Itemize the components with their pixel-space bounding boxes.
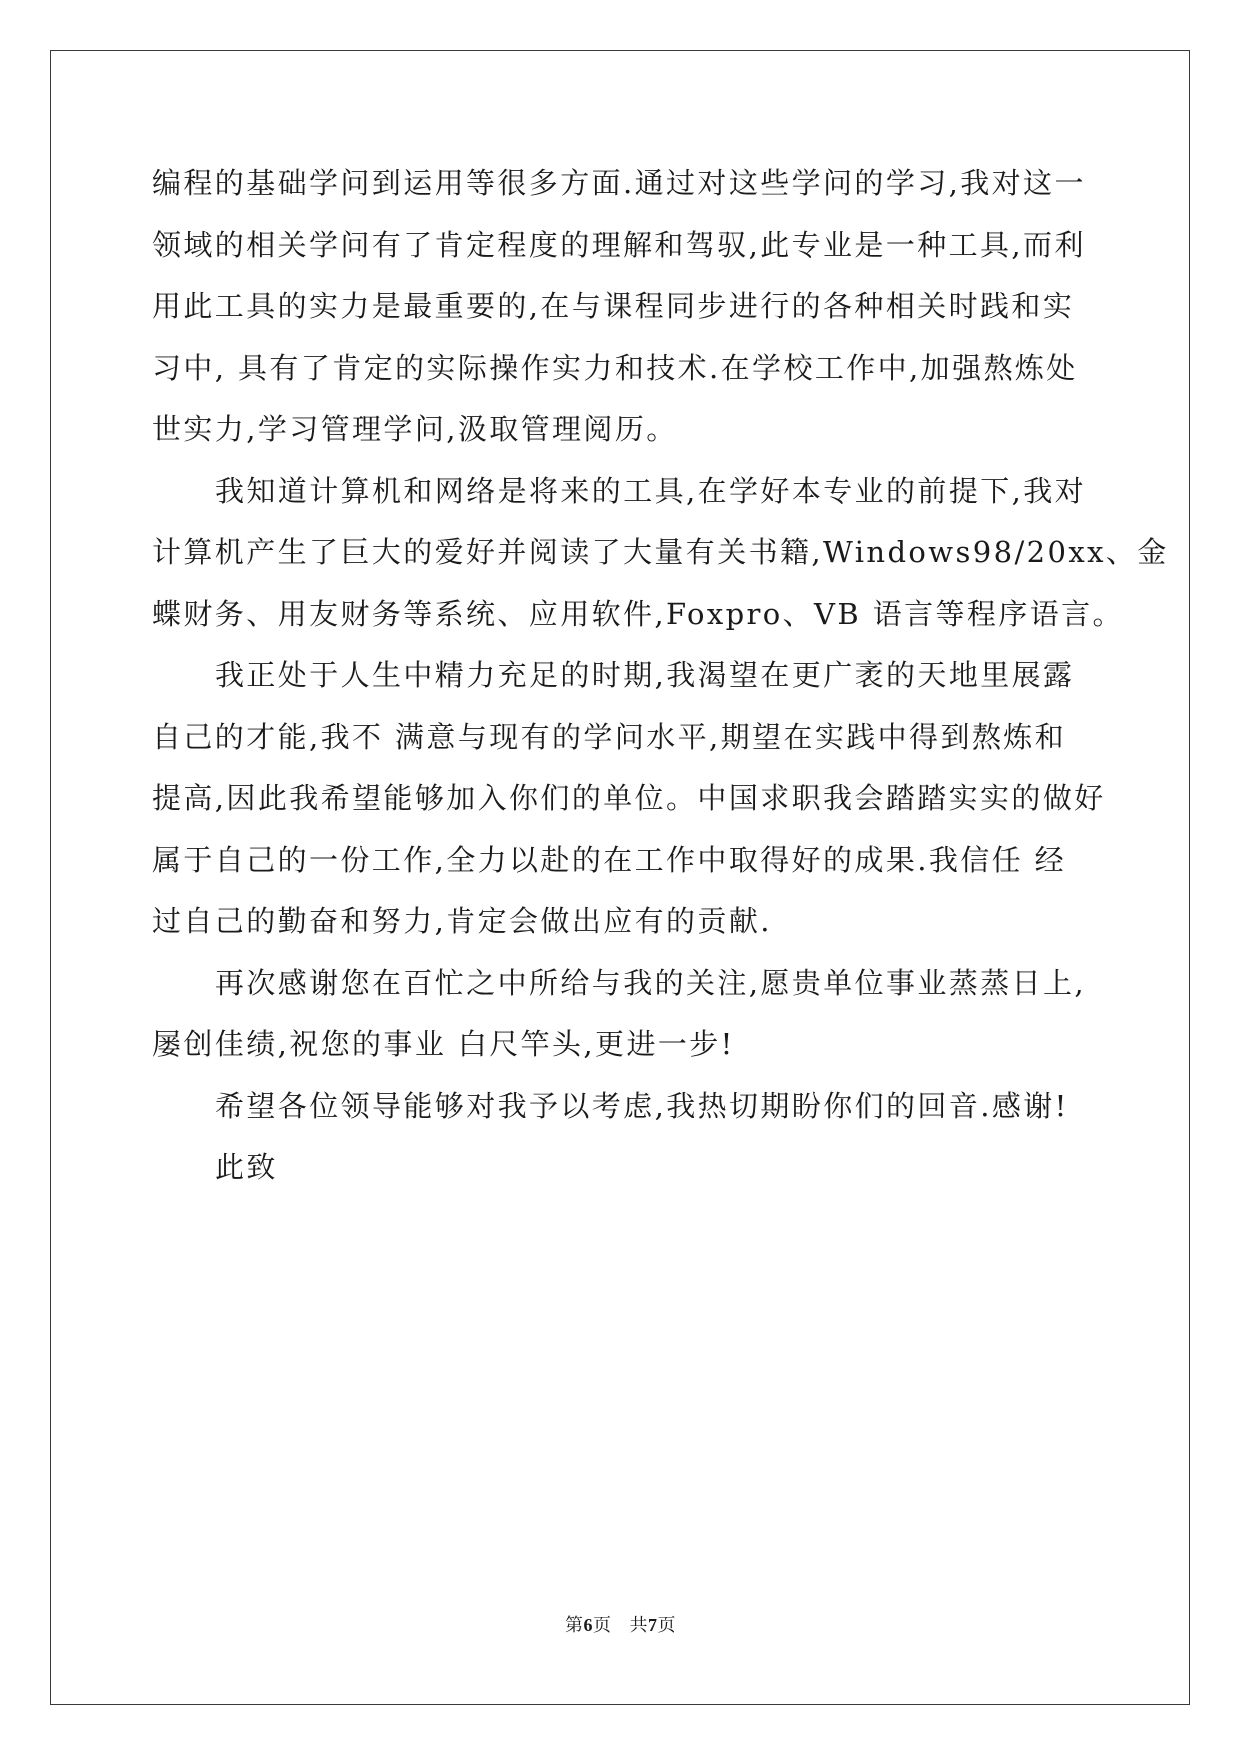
text-line: 提高,因此我希望能够加入你们的单位。中国求职我会踏踏实实的做好: [152, 781, 1106, 815]
text-line: 用此工具的实力是最重要的,在与课程同步进行的各种相关时践和实: [152, 289, 1075, 323]
text-line: 屡创佳绩,祝您的事业 白尺竿头,更进一步!: [152, 1027, 735, 1061]
paragraph-computer-skills: [152, 461, 1169, 646]
page-prefix: 第: [565, 1615, 584, 1636]
paragraph-closing-request: [152, 1076, 1094, 1138]
text-line: 我知道计算机和网络是将来的工具,在学好本专业的前提下,我对: [215, 473, 1087, 508]
text-line: 过自己的勤奋和努力,肯定会做出应有的贡献.: [152, 904, 772, 938]
text-line: 领域的相关学问有了肯定程度的理解和驾驭,此专业是一种工具,而利: [152, 227, 1086, 262]
text-line: 希望各位领导能够对我予以考虑,我热切期盼你们的回音.感谢!: [215, 1088, 1069, 1123]
text-line: 编程的基础学问到运用等很多方面.通过对这些学问的学习,我对这一: [152, 166, 1086, 200]
text-line: 属于自己的一份工作,全力以赴的在工作中取得好的成果.我信任 经: [152, 842, 1067, 877]
text-line: 世实力,学习管理学问,汲取管理阅历。: [152, 412, 678, 446]
page-footer: [0, 1611, 1241, 1637]
total-count: 7: [648, 1615, 658, 1635]
paragraph-aspiration: [152, 645, 1106, 953]
paragraph-thanks: [152, 953, 1094, 1076]
total-suffix: 页: [657, 1615, 676, 1636]
text-line: 再次感谢您在百忙之中所给与我的关注,愿贵单位事业蒸蒸日上,: [215, 965, 1087, 1000]
page-total: [630, 1615, 677, 1636]
page-current: 6: [583, 1615, 593, 1635]
text-line: 习中, 具有了肯定的实际操作实力和技术.在学校工作中,加强熬炼处: [152, 350, 1078, 385]
salutation-line: 此致: [215, 1150, 278, 1184]
page-number: [565, 1615, 612, 1636]
text-line: 我正处于人生中精力充足的时期,我渴望在更广袤的天地里展露: [215, 658, 1075, 692]
page-suffix: 页: [593, 1615, 612, 1636]
paragraph-education: [152, 153, 1094, 461]
letter-body: [152, 153, 1169, 1199]
text-line: 计算机产生了巨大的爱好并阅读了大量有关书籍,Windows98/20xx、金: [152, 535, 1169, 569]
paragraph-salutation: [152, 1137, 1094, 1199]
total-prefix: 共: [629, 1615, 648, 1636]
text-line: 蝶财务、用友财务等系统、应用软件,Foxpro、VB 语言等程序语言。: [152, 596, 1124, 631]
text-line: 自己的才能,我不 满意与现有的学问水平,期望在实践中得到熬炼和: [152, 719, 1067, 754]
